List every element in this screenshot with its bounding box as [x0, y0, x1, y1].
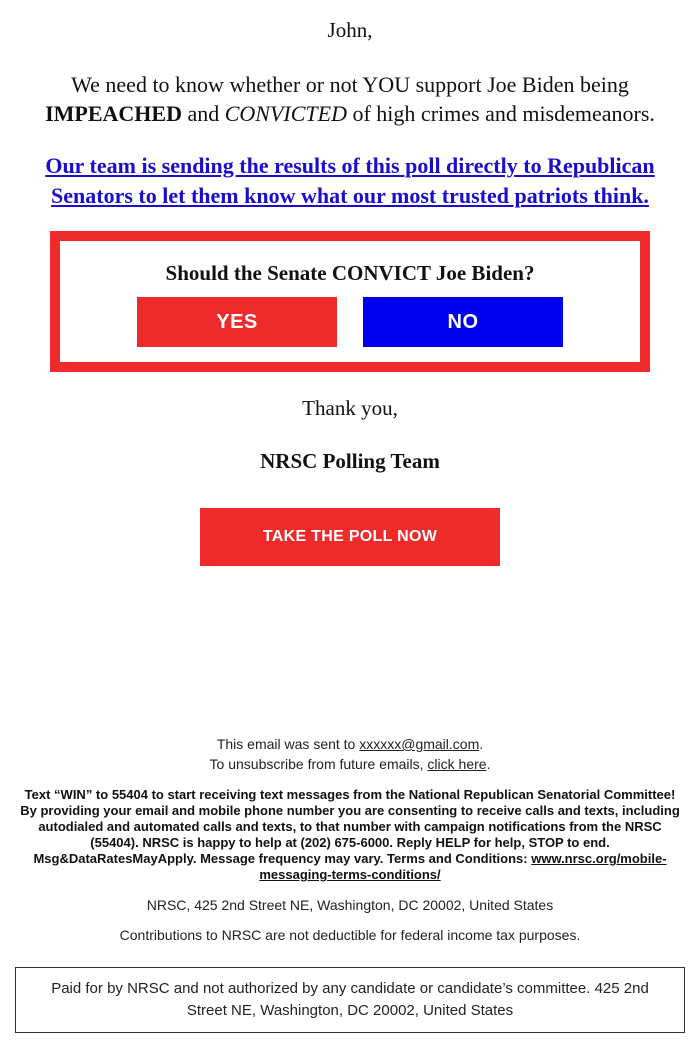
sent-notice [0, 734, 700, 774]
convicted-word: CONVICTED [224, 101, 347, 126]
mailing-address: NRSC, 425 2nd Street NE, Washington, DC 20002, United States [146, 897, 554, 913]
thanks-text: Thank you, [302, 396, 398, 420]
recipient-email-link[interactable]: xxxxxx@gmail.com [359, 736, 480, 752]
lead-text-2: of high crimes and misdemeanors. [346, 101, 655, 126]
yes-button[interactable]: YES [137, 297, 337, 347]
sms-legal-text [18, 787, 682, 883]
lead-text-and: and [181, 101, 225, 126]
poll-box [50, 231, 650, 372]
paid-for-disclaimer: Paid for by NRSC and not authorized by any candidate or candidate’s committee. 425 2nd Street NE, Washington, DC 20002, United States [15, 967, 685, 1033]
lead-paragraph [10, 70, 690, 128]
unsub-suffix: . [486, 756, 491, 772]
no-button[interactable]: NO [363, 297, 563, 347]
greeting: John, [327, 18, 373, 42]
team-results-link[interactable]: Our team is sending the results of this poll directly to Republican Senators to let them know what our most trusted patriots think. [45, 153, 655, 208]
sent-line [0, 734, 700, 754]
sent-prefix: This email was sent to [216, 736, 360, 752]
unsub-prefix: To unsubscribe from future emails, [209, 756, 428, 772]
unsubscribe-line [0, 754, 700, 774]
signoff-text: NRSC Polling Team [260, 449, 440, 473]
lead-text-1: We need to know whether or not YOU support Joe Biden being [71, 72, 629, 97]
impeached-word: IMPEACHED [45, 101, 182, 126]
poll-question: Should the Senate CONVICT Joe Biden? [165, 261, 535, 285]
sent-suffix: . [479, 736, 484, 752]
take-poll-button[interactable]: TAKE THE POLL NOW [200, 508, 500, 566]
legal-body: Text “WIN” to 55404 to start receiving text messages from the National Republican Senatorial Committee! By providing your email and mobile phone number you are consenting to receive calls and texts, including autodialed and automated calls and texts, to that number with campaign notifications from the NRSC (55404). NRSC is happy to help at (202) 675-6000. Reply HELP for help, STOP to end. Msg&DataRatesMayApply. Message frequency may vary. Terms and Conditions: [20, 787, 680, 866]
tax-deductible-notice: Contributions to NRSC are not deductible for federal income tax purposes. [119, 927, 581, 943]
unsubscribe-link[interactable]: click here [427, 756, 487, 772]
terms-conditions-link[interactable]: www.nrsc.org/mobile-messaging-terms-conditions/ [259, 851, 667, 882]
